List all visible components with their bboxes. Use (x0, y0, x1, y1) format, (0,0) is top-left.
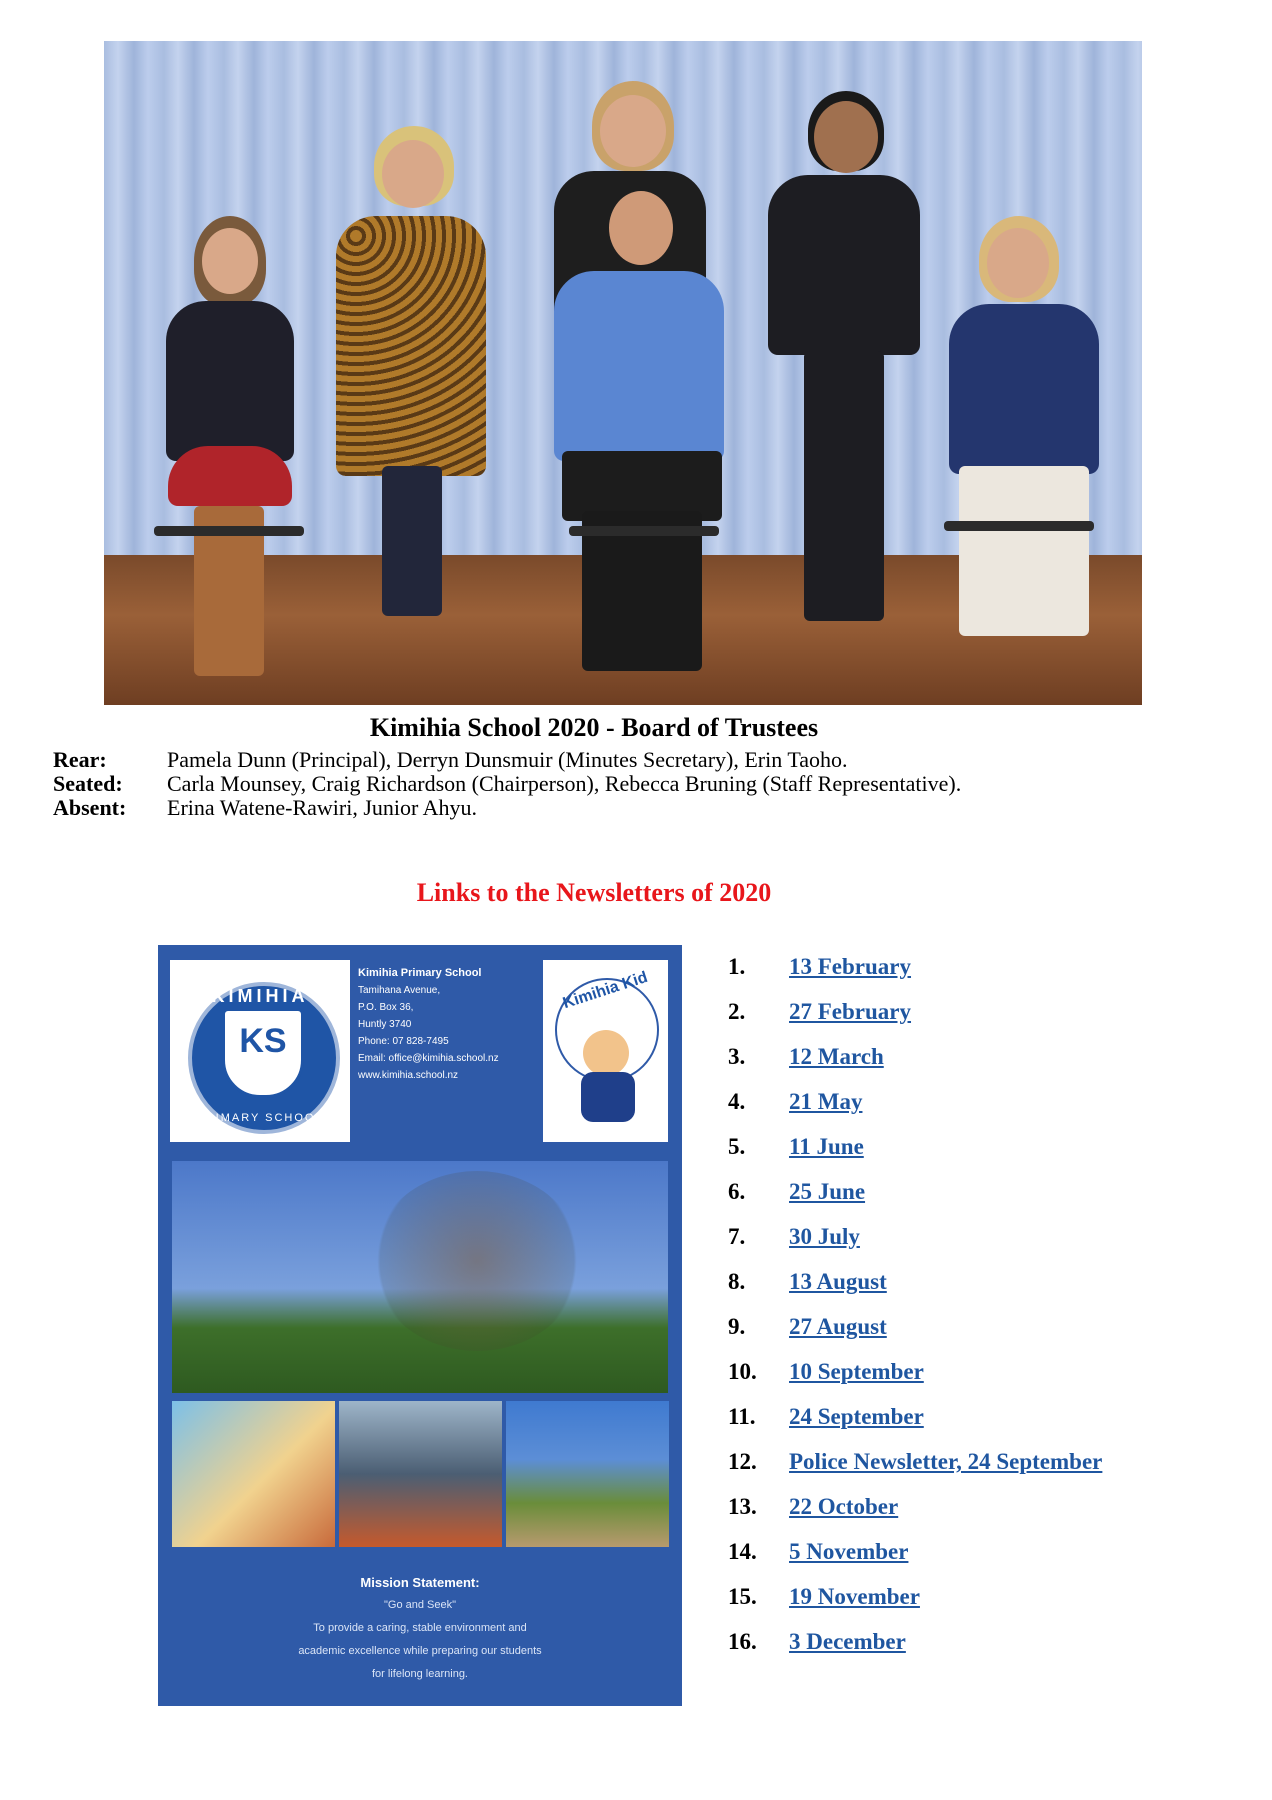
item-number: 6. (728, 1179, 746, 1204)
item-number: 2. (728, 999, 746, 1024)
logo-ring-top-text: KIMIHIA (211, 986, 309, 1006)
school-grounds-photo (172, 1161, 668, 1393)
logo-shield: KS (222, 1008, 304, 1098)
list-item (728, 1358, 924, 1386)
list-item (728, 1088, 862, 1116)
kimihia-kid-logo (543, 960, 668, 1142)
newsletter-link[interactable]: 27 August (789, 1314, 887, 1339)
list-item (728, 1628, 906, 1656)
caption-row-rear (53, 748, 848, 772)
school-logo (170, 960, 350, 1142)
newsletter-link[interactable]: 13 August (789, 1269, 887, 1294)
newsletter-link[interactable]: 21 May (789, 1089, 863, 1114)
tree-image (372, 1171, 582, 1351)
list-item (728, 1043, 884, 1071)
list-item (728, 1448, 1102, 1476)
list-item (728, 1178, 865, 1206)
phone-line: Phone: 07 828-7495 (358, 1036, 449, 1047)
caption-row-absent (53, 796, 477, 820)
item-number: 7. (728, 1224, 746, 1249)
newsletter-link[interactable]: 5 November (789, 1539, 909, 1564)
mission-line: To provide a caring, stable environment and (313, 1622, 527, 1634)
mission-statement-title: Mission Statement: (360, 1575, 480, 1590)
item-number: 5. (728, 1134, 746, 1159)
list-item (728, 1493, 898, 1521)
item-number: 1. (728, 954, 746, 979)
school-contact-info (358, 965, 538, 1084)
list-item (728, 953, 911, 981)
address-line: P.O. Box 36, (358, 1002, 414, 1013)
mission-line: academic excellence while preparing our students (298, 1645, 542, 1657)
newsletter-link[interactable]: 10 September (789, 1359, 924, 1384)
newsletter-link[interactable]: 25 June (789, 1179, 866, 1204)
item-number: 4. (728, 1089, 746, 1114)
newsletter-link[interactable]: 13 February (789, 954, 912, 979)
item-number: 15. (728, 1584, 757, 1609)
list-item (728, 998, 911, 1026)
item-number: 8. (728, 1269, 746, 1294)
caption-text: Erina Watene-Rawiri, Junior Ahyu. (167, 795, 478, 820)
newsletter-link[interactable]: 30 July (789, 1224, 860, 1249)
item-number: 13. (728, 1494, 757, 1519)
chair (944, 521, 1094, 531)
playground-photo (506, 1401, 669, 1547)
email-line: Email: office@kimihia.school.nz (358, 1053, 499, 1064)
person-figure (324, 126, 494, 686)
person-figure (754, 91, 934, 681)
kid-cartoon-body (581, 1072, 635, 1122)
person-figure (154, 216, 304, 696)
newsletter-link[interactable]: 3 December (789, 1629, 906, 1654)
newsletter-link[interactable]: 12 March (789, 1044, 884, 1069)
caption-row-seated (53, 772, 961, 796)
newsletters-heading: Links to the Newsletters of 2020 (416, 878, 772, 907)
person-figure (534, 191, 744, 691)
newsletter-link[interactable]: 19 November (789, 1584, 920, 1609)
mission-motto: "Go and Seek" (383, 1599, 457, 1611)
list-item (728, 1538, 908, 1566)
item-number: 9. (728, 1314, 746, 1339)
newsletter-cover-image (158, 945, 682, 1706)
list-item (728, 1133, 864, 1161)
mural-photo (172, 1401, 335, 1547)
list-item (728, 1223, 860, 1251)
newsletter-link[interactable]: Police Newsletter, 24 September (789, 1449, 1103, 1474)
newsletter-link[interactable]: 27 February (789, 999, 912, 1024)
chair (569, 526, 719, 536)
item-number: 3. (728, 1044, 746, 1069)
caption-label: Absent: (53, 795, 127, 820)
address-line: Huntly 3740 (358, 1019, 412, 1030)
item-number: 11. (728, 1404, 756, 1429)
list-item (728, 1313, 887, 1341)
list-item (728, 1583, 920, 1611)
caption-text: Carla Mounsey, Craig Richardson (Chairperson), Rebecca Bruning (Staff Representative). (167, 771, 962, 796)
item-number: 10. (728, 1359, 757, 1384)
caption-label: Rear: (53, 747, 107, 772)
newsletter-link[interactable]: 22 October (789, 1494, 899, 1519)
hall-photo (339, 1401, 502, 1547)
kid-logo-title: Kimihia Kid (560, 968, 650, 1013)
list-item (728, 1268, 887, 1296)
item-number: 12. (728, 1449, 757, 1474)
board-of-trustees-photo (104, 41, 1142, 705)
caption-label: Seated: (53, 771, 123, 796)
chair (154, 526, 304, 536)
mission-line: for lifelong learning. (371, 1668, 468, 1680)
logo-ring-bottom-text: PRIMARY SCHOOL (196, 1112, 324, 1124)
website-line: www.kimihia.school.nz (358, 1070, 459, 1081)
item-number: 14. (728, 1539, 757, 1564)
item-number: 16. (728, 1629, 757, 1654)
newsletter-link[interactable]: 24 September (789, 1404, 924, 1429)
photo-caption-title: Kimihia School 2020 - Board of Trustees (369, 713, 819, 742)
address-line: Tamihana Avenue, (358, 985, 441, 996)
kid-cartoon-head (583, 1030, 629, 1076)
person-figure (939, 216, 1109, 696)
newsletter-link[interactable]: 11 June (789, 1134, 864, 1159)
caption-text: Pamela Dunn (Principal), Derryn Dunsmuir (Minutes Secretary), Erin Taoho. (167, 747, 848, 772)
school-name: Kimihia Primary School (358, 967, 482, 979)
list-item (728, 1403, 924, 1431)
